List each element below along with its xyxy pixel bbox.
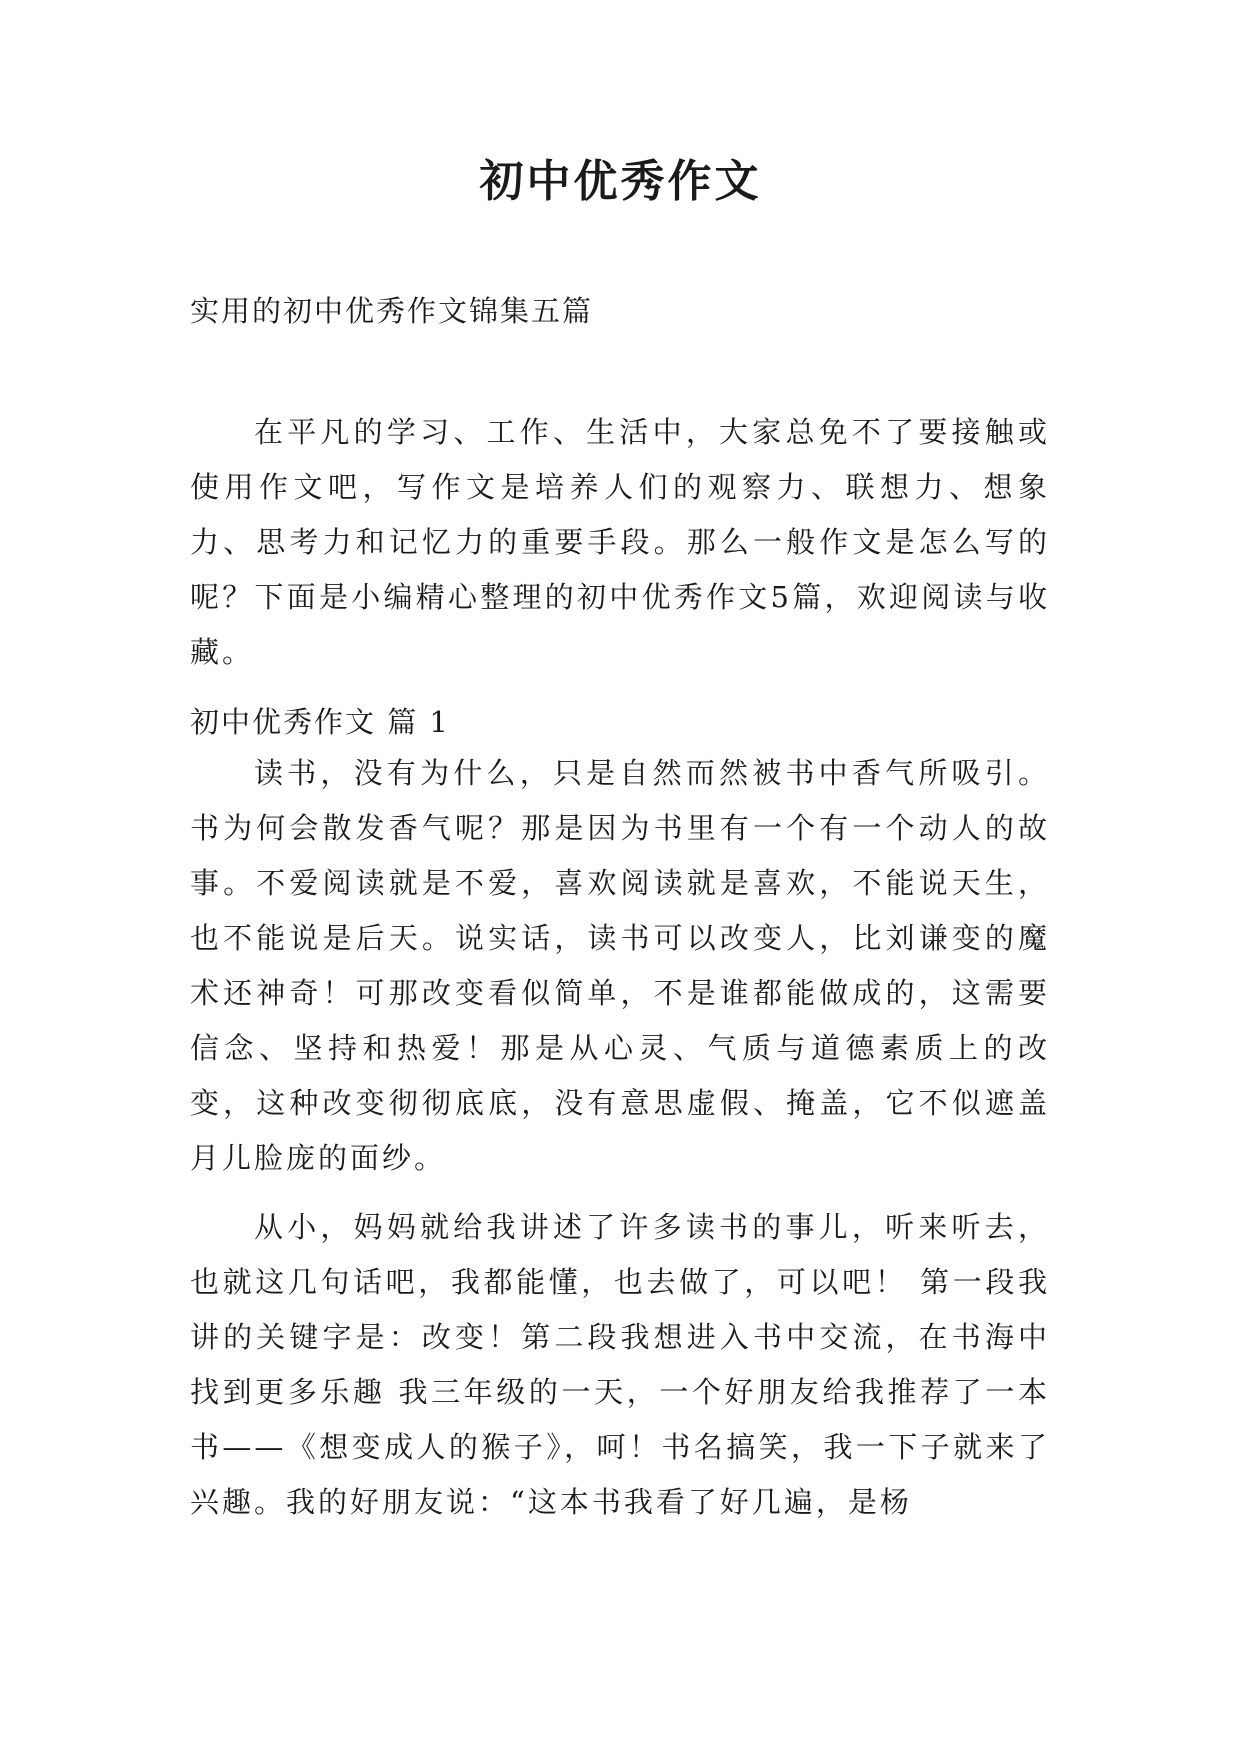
body-paragraph: 从小，妈妈就给我讲述了许多读书的事儿，听来听去，也就这几句话吧，我都能懂，也去做了，可以吧！ 第一段我讲的关键字是：改变！第二段我想进入书中交流，在书海中找到更多乐趣 我三年级的一天，一个好朋友给我推荐了一本书——《想变成人的猴子》，呵！书名搞笑，我一下子就来了兴趣。我的好朋友说：“这本书我看了好几遍，是杨 — [190, 1210, 1050, 1519]
document-title: 初中优秀作文 — [479, 156, 762, 207]
document-subtitle: 实用的初中优秀作文锦集五篇 — [190, 294, 594, 328]
body-paragraph: 读书，没有为什么，只是自然而然被书中香气所吸引。书为何会散发香气呢？那是因为书里有一个有一个动人的故事。不爱阅读就是不爱，喜欢阅读就是喜欢，不能说天生，也不能说是后天。说实话，读书可以改变人，比刘谦变的魔术还神奇！可那改变看似简单，不是谁都能做成的，这需要信念、坚持和热爱！那是从心灵、气质与道德素质上的改变，这种改变彻彻底底，没有意思虚假、掩盖，它不似遮盖月儿脸庞的面纱。 — [190, 756, 1050, 1175]
section-heading: 初中优秀作文 篇 1 — [190, 705, 450, 739]
intro-paragraph: 在平凡的学习、工作、生活中，大家总免不了要接触或使用作文吧，写作文是培养人们的观察力、联想力、想象力、思考力和记忆力的重要手段。那么一般作文是怎么写的呢？下面是小编精心整理的初中优秀作文5篇，欢迎阅读与收藏。 — [190, 415, 1050, 669]
